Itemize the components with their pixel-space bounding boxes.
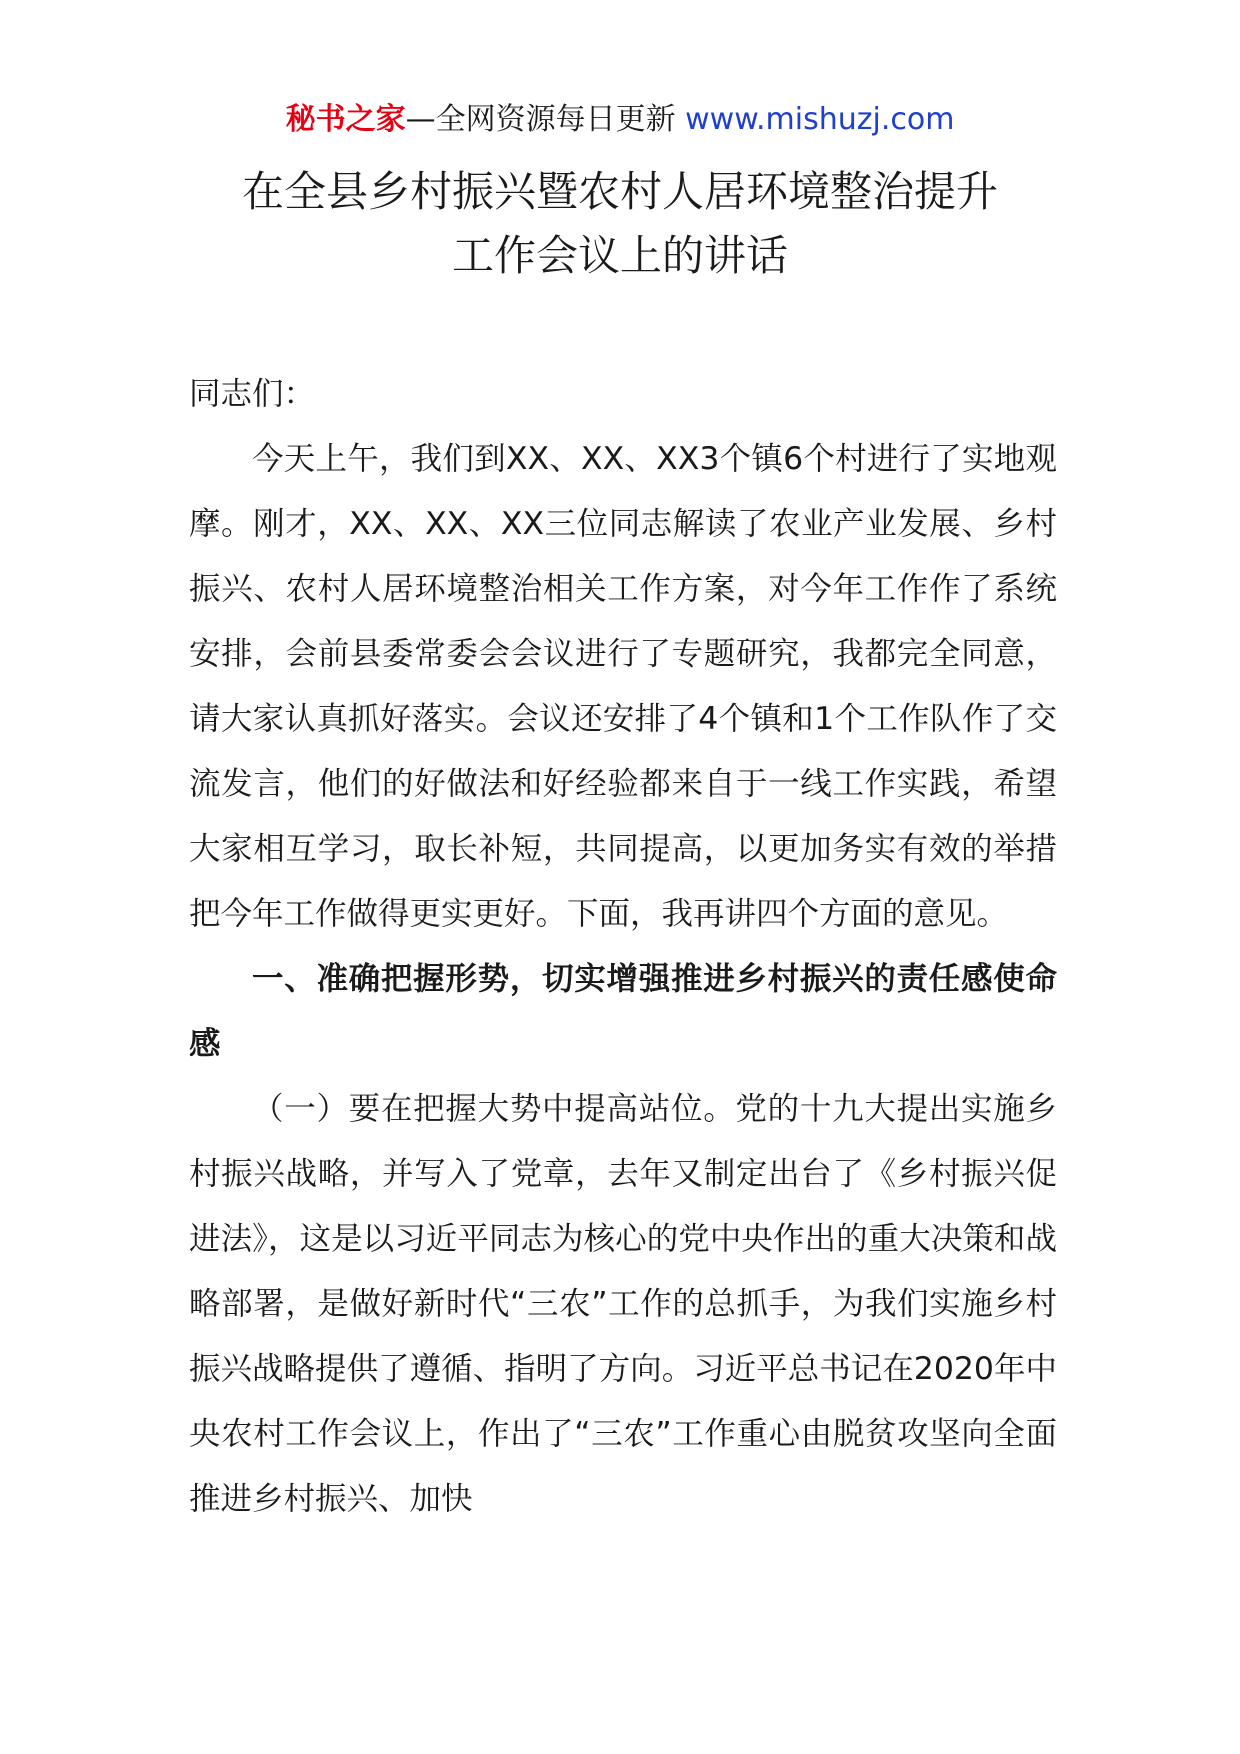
title-line-1: 在全县乡村振兴暨农村人居环境整治提升: [241, 167, 998, 216]
salutation: 同志们：: [189, 376, 316, 412]
document-title: [0, 160, 1240, 288]
site-header: [0, 98, 1240, 142]
header-tagline: —全网资源每日更新: [405, 102, 686, 137]
paragraph-intro: 今天上午，我们到XX、XX、XX3个镇6个村进行了实地观摩。刚才，XX、XX、XX三位同志解读了农业产业发展、乡村振兴、农村人居环境整治相关工作方案，对今年工作作了系统安排，会前县委常委会会议进行了专题研究，我都完全同意，请大家认真抓好落实。会议还安排了4个镇和1个工作队作了交流发言，他们的好做法和好经验都来自于一线工作实践，希望大家相互学习，取长补短，共同提高，以更加务实有效的举措把今年工作做得更实更好。下面，我再讲四个方面的意见。: [189, 441, 1057, 932]
title-line-2: 工作会议上的讲话: [451, 231, 788, 280]
section-heading-1: 一、准确把握形势，切实增强推进乡村振兴的责任感使命感: [189, 961, 1057, 1062]
site-url[interactable]: www.mishuzj.com: [685, 102, 955, 137]
brand-name: 秘书之家: [285, 102, 406, 137]
document-body: [189, 362, 1057, 1532]
paragraph-section-1-1: （一）要在把握大势中提高站位。党的十九大提出实施乡村振兴战略，并写入了党章，去年又制定出台了《乡村振兴促进法》，这是以习近平同志为核心的党中央作出的重大决策和战略部署，是做好新时代“三农”工作的总抓手，为我们实施乡村振兴战略提供了遵循、指明了方向。习近平总书记在2020年中央农村工作会议上，作出了“三农”工作重心由脱贫攻坚向全面推进乡村振兴、加快: [189, 1091, 1057, 1517]
